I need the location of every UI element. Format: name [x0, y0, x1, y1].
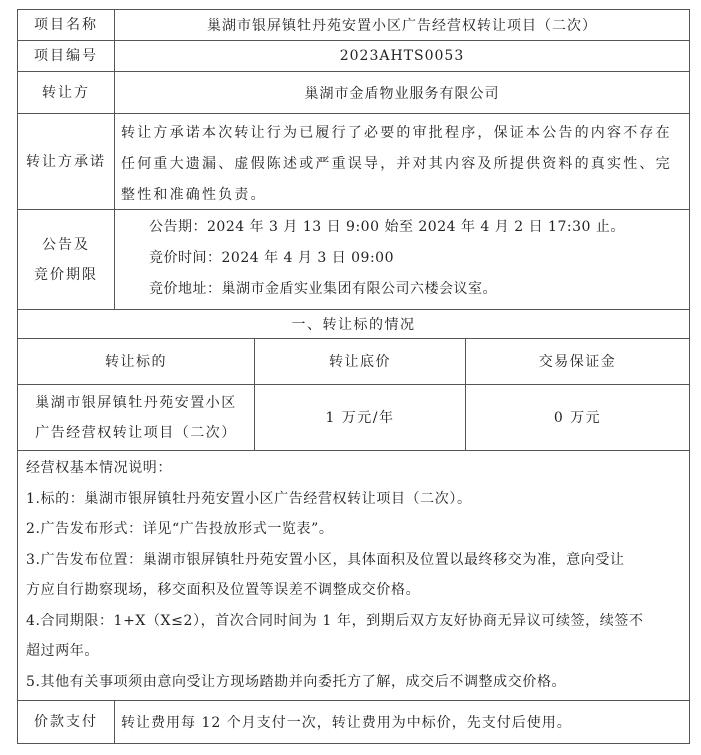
subject-line1: 巢湖市银屏镇牡丹苑安置小区	[35, 394, 237, 411]
payment-row	[18, 701, 689, 743]
note-item: 4.合同期限：1+X（X≤2），首次合同时间为 1 年，到期后双方友好协商无异议可续签，续签不	[26, 612, 644, 629]
transferor-value: 巢湖市金盾物业服务有限公司	[304, 85, 500, 102]
subject-line2: 广告经营权转让项目（二次）	[35, 424, 237, 441]
note-item: 5.其他有关事项须由意向受让方现场踏勘并向委托方了解，成交后不调整成交价格。	[26, 673, 567, 690]
promise-text: 转让方承诺本次转让行为已履行了必要的审批程序，保证本公告的内容不存在任何重大遗漏、虚假陈述或严重误导，并对其内容及所提供资料的真实性、完整性和准确性负责。	[121, 125, 672, 203]
promise-label: 转让方承诺	[18, 114, 115, 209]
announcement-table	[17, 9, 690, 744]
bidding-time: 竞价时间：2024 年 4 月 3 日 09:00	[149, 250, 394, 266]
notes-title: 经营权基本情况说明：	[26, 460, 172, 476]
period-label	[18, 210, 115, 309]
header-subject: 转让标的	[18, 339, 255, 384]
payment-value: 转让费用每 12 个月支付一次，转让费用为中标价，先支付后使用。	[121, 715, 572, 731]
period-lines	[115, 210, 689, 309]
project-no-row	[18, 41, 689, 72]
bidding-address: 竞价地址：巢湖市金盾实业集团有限公司六楼会议室。	[149, 281, 497, 297]
header-deposit: 交易保证金	[538, 353, 617, 370]
period-label-line2: 竞价期限	[34, 266, 98, 283]
note-item: 方应自行勘察现场，移交面积及位置等误差不调整成交价格。	[26, 582, 421, 598]
header-price: 转让底价	[255, 339, 466, 384]
period-row	[18, 210, 689, 310]
subject-row	[18, 385, 689, 451]
notes-list	[18, 453, 689, 697]
period-label-line1: 公告及	[42, 236, 90, 253]
project-name-label: 项目名称	[18, 10, 115, 40]
price-cell: 1 万元/年	[255, 385, 466, 450]
project-name-row	[18, 10, 689, 41]
deposit-cell: 0 万元	[553, 409, 602, 426]
project-no-value: 2023AHTS0053	[339, 48, 465, 64]
transferor-row	[18, 72, 689, 114]
transferor-label: 转让方	[18, 72, 115, 113]
promise-row	[18, 114, 689, 210]
note-item: 超过两年。	[26, 643, 99, 659]
project-no-label: 项目编号	[18, 41, 115, 71]
payment-label: 价款支付	[18, 701, 115, 743]
notice-period: 公告期：2024 年 3 月 13 日 9:00 始至 2024 年 4 月 2 日 17:30 止。	[149, 219, 625, 235]
section-title: 一、转让标的情况	[18, 310, 689, 339]
note-item: 2.广告发布形式：详见“广告投放形式一览表”。	[26, 521, 334, 537]
note-item: 1.标的：巢湖市银屏镇牡丹苑安置小区广告经营权转让项目（二次）。	[26, 490, 472, 507]
project-name-value: 巢湖市银屏镇牡丹苑安置小区广告经营权转让项目（二次）	[207, 18, 597, 34]
notes-block	[18, 451, 689, 701]
subject-cell	[18, 385, 255, 450]
subject-header-row	[18, 339, 689, 385]
note-item: 3.广告发布位置：巢湖市银屏镇牡丹苑安置小区，具体面积及位置以最终移交为准，意向受让	[26, 551, 625, 568]
